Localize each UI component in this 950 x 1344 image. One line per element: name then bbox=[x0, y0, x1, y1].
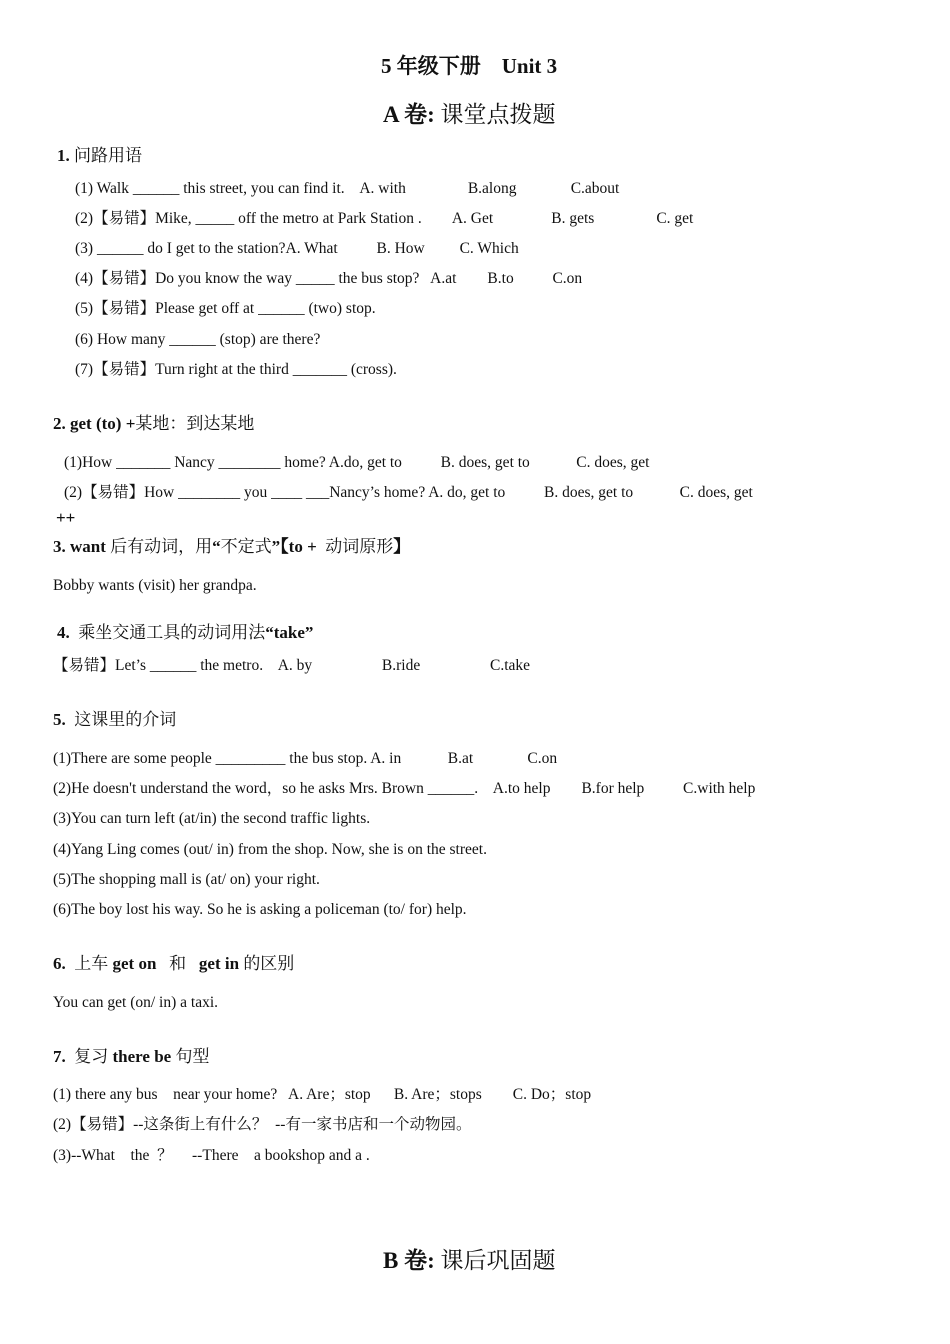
s5-question-2: (2)He doesn't understand the word，so he asks Mrs. Brown ______. A.to help B.for help C.with help bbox=[53, 780, 756, 797]
s2-question-2: (2)【易错】How ________ you ____ ___Nancy’s home? A. do, get to B. does, get to C. does, get bbox=[64, 484, 753, 501]
s1-question-5: (5)【易错】Please get off at ______ (two) stop. bbox=[75, 300, 376, 317]
section-5-heading: 5. 这课里的介词 bbox=[53, 710, 177, 729]
section-1-heading: 1. 问路用语 bbox=[57, 146, 142, 165]
section-3-heading: 3. want 后有动词，用“不定式”【to + 动词原形】 bbox=[53, 537, 411, 556]
s5-question-6: (6)The boy lost his way. So he is asking a policeman (to/ for) help. bbox=[53, 901, 467, 918]
part-b-heading: B 卷: 课后巩固题 bbox=[383, 1248, 556, 1273]
s1-question-2: (2)【易错】Mike, _____ off the metro at Park Station . A. Get B. gets C. get bbox=[75, 210, 694, 227]
s4-question: 【易错】Let’s ______ the metro. A. by B.ride C.take bbox=[53, 657, 531, 674]
s1-question-4: (4)【易错】Do you know the way _____ the bus stop? A.at B.to C.on bbox=[75, 270, 583, 287]
s7-question-1: (1) there any bus near your home? A. Are；stop B. Are；stops C. Do；stop bbox=[53, 1086, 592, 1103]
s7-question-2: (2)【易错】--这条街上有什么？ --有一家书店和一个动物园。 bbox=[53, 1116, 472, 1133]
s6-sentence: You can get (on/ in) a taxi. bbox=[53, 994, 219, 1011]
s3-sentence: Bobby wants (visit) her grandpa. bbox=[53, 577, 257, 594]
s1-question-6: (6) How many ______ (stop) are there? bbox=[75, 331, 321, 348]
s1-question-1: (1) Walk ______ this street, you can find it. A. with B.along C.about bbox=[75, 180, 620, 197]
part-a-heading: A 卷: 课堂点拨题 bbox=[383, 102, 556, 127]
s5-question-1: (1)There are some people _________ the bus stop. A. in B.at C.on bbox=[53, 750, 558, 767]
s2-question-1: (1)How _______ Nancy ________ home? A.do, get to B. does, get to C. does, get bbox=[64, 454, 650, 471]
section-2-heading: 2. get (to) +某地：到达某地 bbox=[53, 414, 255, 433]
section-4-heading: 4. 乘坐交通工具的动词用法“take” bbox=[57, 623, 314, 642]
plus-marks: ++ bbox=[56, 508, 76, 527]
section-7-heading: 7. 复习 there be 句型 bbox=[53, 1047, 210, 1066]
worksheet-title: 5 年级下册 Unit 3 bbox=[381, 54, 558, 78]
s5-question-3: (3)You can turn left (at/in) the second traffic lights. bbox=[53, 810, 371, 827]
s7-question-3: (3)--What the ？ --There a bookshop and a . bbox=[53, 1147, 370, 1164]
s5-question-5: (5)The shopping mall is (at/ on) your right. bbox=[53, 871, 320, 888]
section-6-heading: 6. 上车 get on 和 get in 的区别 bbox=[53, 954, 295, 973]
s1-question-7: (7)【易错】Turn right at the third _______ (cross). bbox=[75, 361, 397, 378]
s5-question-4: (4)Yang Ling comes (out/ in) from the shop. Now, she is on the street. bbox=[53, 841, 487, 858]
s1-question-3: (3) ______ do I get to the station?A. What B. How C. Which bbox=[75, 240, 519, 257]
